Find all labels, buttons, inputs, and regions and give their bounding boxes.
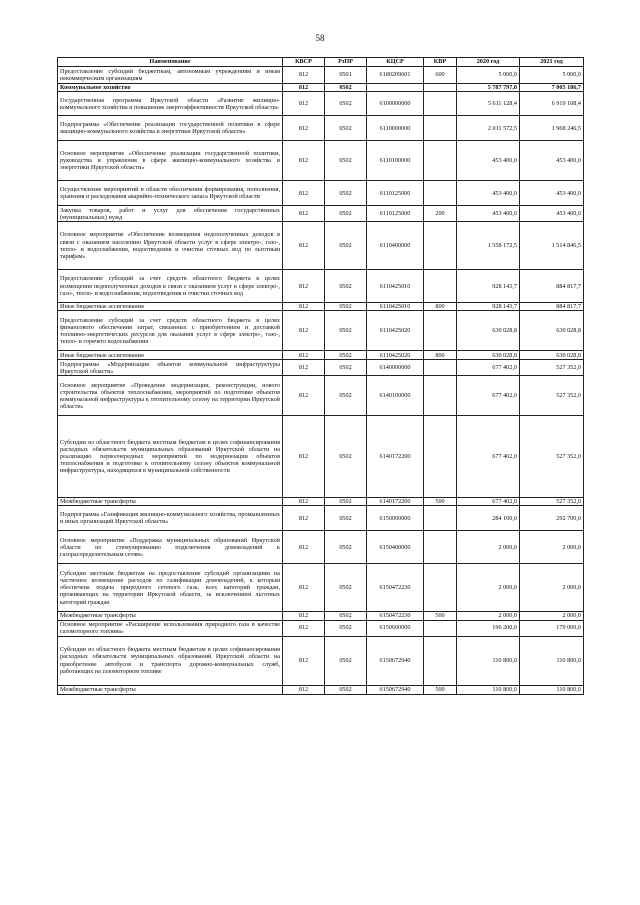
table-cell-rzpr: 0502 — [325, 620, 367, 636]
table-cell-kvsr: 812 — [283, 351, 325, 360]
table-cell-kcsr: 6150472230 — [367, 564, 424, 612]
table-cell-kcsr: 6110125000 — [367, 181, 424, 206]
table-cell-rzpr: 0502 — [325, 303, 367, 311]
table-cell-kvr — [424, 360, 457, 376]
table-row — [58, 416, 584, 498]
table-cell-2021: 453 400,0 — [520, 206, 584, 222]
table-cell-2021: 2 000,0 — [520, 612, 584, 620]
table-cell-kvr — [424, 116, 457, 141]
table-cell-rzpr: 0502 — [325, 270, 367, 303]
table-row — [58, 360, 584, 376]
table-cell-kvr: 800 — [424, 351, 457, 360]
table-cell-kvsr: 812 — [283, 116, 325, 141]
table-cell-2021: 527 352,0 — [520, 360, 584, 376]
table-cell-2020: 2 000,0 — [457, 564, 520, 612]
table-cell-rzpr: 0502 — [325, 498, 367, 506]
table-cell-2020: 928 143,7 — [457, 270, 520, 303]
table-cell-2020: 5 787 797,0 — [457, 84, 520, 92]
table-cell-2020: 5 611 128,4 — [457, 92, 520, 116]
table-cell-kvsr: 812 — [283, 506, 325, 531]
table-cell-name: Субсидии из областного бюджета местным бюджетам в целях софинансирования расходных обязательств муниципальных образований Иркутской области на приобретение автобусов и транспорта дорожно-коммунальных служб, работающих на газомоторном топливе — [58, 636, 283, 685]
table-cell-rzpr: 0502 — [325, 92, 367, 116]
table-cell-2021: 6 919 108,4 — [520, 92, 584, 116]
table-cell-2020: 677 402,0 — [457, 498, 520, 506]
table-cell-kcsr: 6150400000 — [367, 531, 424, 564]
table-cell-kvsr: 812 — [283, 376, 325, 416]
table-cell-kvsr: 812 — [283, 84, 325, 92]
table-cell-name: Осуществление мероприятий в области обеспечения формирования, пополнения, хранения и расходования аварийно-технического запаса Иркутской области — [58, 181, 283, 206]
table-cell-2021: 884 817,7 — [520, 270, 584, 303]
table-cell-2020: 1 558 172,5 — [457, 222, 520, 270]
table-cell-2020: 196 200,0 — [457, 620, 520, 636]
table-cell-2020: 284 100,0 — [457, 506, 520, 531]
table-cell-kvr: 500 — [424, 612, 457, 620]
table-cell-kcsr: 6110425020 — [367, 351, 424, 360]
table-row — [58, 564, 584, 612]
table-cell-name: Основное мероприятие «Проведение модернизации, реконструкции, нового строительства объектов теплоснабжения, мероприятий по подготовке объектов коммунальной инфраструктуры к отопительному сезону на территории Иркутской области» — [58, 376, 283, 416]
table-cell-name: Основное мероприятие «Поддержка муниципальных образований Иркутской области по стимулированию подключения домовладений к газораспределительным сетям» — [58, 531, 283, 564]
table-cell-kvsr: 812 — [283, 636, 325, 685]
table-cell-rzpr: 0502 — [325, 351, 367, 360]
table-cell-kvr: 200 — [424, 206, 457, 222]
table-cell-kvsr: 812 — [283, 685, 325, 694]
table-cell-2020: 630 028,8 — [457, 351, 520, 360]
table-cell-name: Межбюджетные трансферты — [58, 685, 283, 694]
table-cell-kvsr: 812 — [283, 531, 325, 564]
table-cell-2021: 630 028,8 — [520, 351, 584, 360]
table-cell-kvsr: 812 — [283, 564, 325, 612]
table-cell-2021: 884 817,7 — [520, 303, 584, 311]
table-cell-kcsr: 6110400000 — [367, 222, 424, 270]
table-cell-kvsr: 812 — [283, 206, 325, 222]
table-cell-2020: 677 402,0 — [457, 416, 520, 498]
table-row — [58, 636, 584, 685]
table-cell-name: Государственная программа Иркутской области «Развитие жилищно-коммунального хозяйства и повышение энергоэффективности Иркутской области» — [58, 92, 283, 116]
table-header-row — [58, 58, 584, 67]
header-name: Наименование — [58, 58, 283, 67]
table-cell-kvr — [424, 416, 457, 498]
table-cell-kvr: 800 — [424, 303, 457, 311]
table-cell-name: Иные бюджетные ассигнования — [58, 351, 283, 360]
table-cell-name: Подпрограмма «Обеспечение реализации государственной политики в сфере жилищно-коммунального хозяйства и энергетики Иркутской области» — [58, 116, 283, 141]
table-cell-name: Предоставление субсидий бюджетным, автономным учреждениям и иным некоммерческим организациям — [58, 67, 283, 84]
table-cell-kcsr: 6150600000 — [367, 620, 424, 636]
table-row — [58, 116, 584, 141]
table-cell-kvsr: 812 — [283, 222, 325, 270]
table-cell-kvr — [424, 311, 457, 351]
table-cell-name: Основное мероприятие «Расширение использования природного газа в качестве газомоторного топлива» — [58, 620, 283, 636]
budget-table — [57, 57, 584, 695]
table-cell-kcsr: 6140172200 — [367, 416, 424, 498]
table-cell-2020: 2 011 572,5 — [457, 116, 520, 141]
table-cell-kcsr: 6150472230 — [367, 612, 424, 620]
table-cell-2020: 630 028,8 — [457, 311, 520, 351]
table-cell-kvsr: 812 — [283, 498, 325, 506]
table-cell-kcsr: 6110100000 — [367, 141, 424, 181]
table-cell-2021: 2 000,0 — [520, 564, 584, 612]
header-kvr: КВР — [424, 58, 457, 67]
table-cell-rzpr: 0502 — [325, 84, 367, 92]
table-cell-kvr — [424, 141, 457, 181]
table-cell-kcsr: 6110425010 — [367, 303, 424, 311]
table-cell-kvsr: 812 — [283, 181, 325, 206]
table-row — [58, 67, 584, 84]
table-row — [58, 206, 584, 222]
header-kvsr: КВСР — [283, 58, 325, 67]
table-cell-2021: 2 000,0 — [520, 531, 584, 564]
table-cell-name: Основное мероприятие «Обеспечение возмещения недополученных доходов в связи с оказанием населению Иркутской области услуг в сфере электро-, газо-, тепло- и водоснабжения, водоотведения и очистки сточных вод по льготным тарифам» — [58, 222, 283, 270]
table-cell-2020: 453 400,0 — [457, 206, 520, 222]
table-cell-kvr — [424, 84, 457, 92]
header-kcsr: КЦСР — [367, 58, 424, 67]
table-cell-rzpr: 0502 — [325, 360, 367, 376]
table-cell-kvsr: 812 — [283, 620, 325, 636]
table-cell-rzpr: 0502 — [325, 181, 367, 206]
table-cell-kcsr: 6140000000 — [367, 360, 424, 376]
table-cell-kvsr: 812 — [283, 360, 325, 376]
table-cell-kvsr: 812 — [283, 270, 325, 303]
table-cell-2020: 2 000,0 — [457, 612, 520, 620]
table-cell-kvr — [424, 636, 457, 685]
table-cell-kvsr: 812 — [283, 67, 325, 84]
table-cell-rzpr: 0502 — [325, 564, 367, 612]
table-cell-kvr — [424, 564, 457, 612]
table-cell-2021: 527 352,0 — [520, 416, 584, 498]
table-cell-kvr: 600 — [424, 67, 457, 84]
table-cell-kvr — [424, 181, 457, 206]
table-cell-kcsr: 6110425010 — [367, 270, 424, 303]
table-cell-kcsr: 6110425020 — [367, 311, 424, 351]
table-cell-kcsr: 6100000000 — [367, 92, 424, 116]
table-row — [58, 498, 584, 506]
table-cell-rzpr: 0501 — [325, 67, 367, 84]
table-cell-2021: 179 000,0 — [520, 620, 584, 636]
table-cell-kvsr: 812 — [283, 141, 325, 181]
table-cell-rzpr: 0502 — [325, 506, 367, 531]
table-cell-kvsr: 812 — [283, 612, 325, 620]
table-cell-kvr — [424, 376, 457, 416]
table-row — [58, 685, 584, 694]
table-cell-2020: 453 400,0 — [457, 181, 520, 206]
table-cell-rzpr: 0502 — [325, 531, 367, 564]
table-cell-2021: 110 800,0 — [520, 685, 584, 694]
table-row — [58, 311, 584, 351]
table-cell-2020: 677 402,0 — [457, 376, 520, 416]
table-cell-kvr: 500 — [424, 498, 457, 506]
table-row — [58, 84, 584, 92]
table-cell-kvr — [424, 531, 457, 564]
table-cell-2020: 5 000,0 — [457, 67, 520, 84]
table-cell-kvr — [424, 270, 457, 303]
table-cell-rzpr: 0502 — [325, 416, 367, 498]
table-cell-2021: 1 514 846,5 — [520, 222, 584, 270]
table-cell-name: Межбюджетные трансферты — [58, 498, 283, 506]
table-cell-name: Подпрограмма «Газификация жилищно-коммунального хозяйства, промышленных и иных организаций Иркутской области» — [58, 506, 283, 531]
table-row — [58, 270, 584, 303]
table-cell-kcsr: 6150672940 — [367, 685, 424, 694]
table-cell-kvr — [424, 506, 457, 531]
page-number: 58 — [315, 33, 325, 43]
table-cell-2020: 453 400,0 — [457, 141, 520, 181]
table-cell-2021: 453 400,0 — [520, 181, 584, 206]
table-cell-2021: 110 800,0 — [520, 636, 584, 685]
table-cell-2020: 2 000,0 — [457, 531, 520, 564]
table-cell-name: Предоставление субсидий за счет средств областного бюджета в целях возмещения недополученных доходов в связи с оказанием услуг в сфере электро-, газо-, тепло- и водоснабжения, водоотведения и очистки сточных вод — [58, 270, 283, 303]
table-cell-2021: 5 000,0 — [520, 67, 584, 84]
table-cell-2020: 677 402,0 — [457, 360, 520, 376]
table-cell-rzpr: 0502 — [325, 685, 367, 694]
table-cell-rzpr: 0502 — [325, 311, 367, 351]
table-cell-name: Предоставление субсидий за счет средств областного бюджета в целях финансового обеспечения затрат, связанных с приобретением и доставкой топливно-энергетических ресурсов для оказания услуг в сфере электро-, газо-, тепло- и горячего водоснабжения — [58, 311, 283, 351]
table-cell-rzpr: 0502 — [325, 376, 367, 416]
table-cell-rzpr: 0502 — [325, 612, 367, 620]
table-cell-name: Субсидии из областного бюджета местным бюджетам в целях софинансирования расходных обязательств муниципальных образований Иркутской области на реализацию первоочередных мероприятий по модернизации объектов теплоснабжения и подготовке к отопительному сезону объектов коммунальной инфраструктуры, находящихся в муниципальной собственности — [58, 416, 283, 498]
table-cell-2021: 630 028,8 — [520, 311, 584, 351]
table-cell-rzpr: 0502 — [325, 141, 367, 181]
table-cell-2021: 527 352,0 — [520, 498, 584, 506]
table-cell-kcsr: 6140100000 — [367, 376, 424, 416]
table-cell-rzpr: 0502 — [325, 206, 367, 222]
table-cell-name: Иные бюджетные ассигнования — [58, 303, 283, 311]
table-cell-kcsr: 6110000000 — [367, 116, 424, 141]
table-cell-kcsr: 6150000000 — [367, 506, 424, 531]
table-cell-kcsr: 6150672940 — [367, 636, 424, 685]
table-cell-name: Основное мероприятие «Обеспечение реализации государственной политики, руководства и управления в сфере жилищно-коммунального хозяйства и энергетики Иркутской области» — [58, 141, 283, 181]
table-cell-kvsr: 812 — [283, 303, 325, 311]
table-cell-kvr: 500 — [424, 685, 457, 694]
header-2021: 2021 год — [520, 58, 584, 67]
table-cell-rzpr: 0502 — [325, 636, 367, 685]
table-cell-kvsr: 812 — [283, 92, 325, 116]
table-row — [58, 351, 584, 360]
header-2020: 2020 год — [457, 58, 520, 67]
table-cell-name: Межбюджетные трансферты — [58, 612, 283, 620]
table-cell-kvr — [424, 620, 457, 636]
table-row — [58, 612, 584, 620]
table-row — [58, 92, 584, 116]
table-cell-name: Коммунальное хозяйство — [58, 84, 283, 92]
header-rzpr: РзПР — [325, 58, 367, 67]
table-cell-kcsr: 6110125000 — [367, 206, 424, 222]
table-cell-kcsr: 6140172200 — [367, 498, 424, 506]
table-row — [58, 303, 584, 311]
table-cell-2020: 110 800,0 — [457, 685, 520, 694]
table-cell-rzpr: 0502 — [325, 222, 367, 270]
table-cell-2021: 292 700,0 — [520, 506, 584, 531]
table-row — [58, 222, 584, 270]
table-row — [58, 506, 584, 531]
table-row — [58, 531, 584, 564]
table-cell-kvr — [424, 92, 457, 116]
table-cell-2021: 453 400,0 — [520, 141, 584, 181]
table-cell-kvsr: 812 — [283, 416, 325, 498]
table-cell-name: Закупка товаров, работ и услуг для обеспечения государственных (муниципальных) нужд — [58, 206, 283, 222]
table-cell-2021: 7 005 186,7 — [520, 84, 584, 92]
table-cell-kcsr: 6180209601 — [367, 67, 424, 84]
table-cell-name: Субсидии местным бюджетам на предоставление субсидий организациям на частичное возмещение расходов по газификации домовладений, к которым обеспечена подача природного сетевого газа, всех категорий граждан, проживающих на территории Иркутской области, за исключением льготных категорий граждан — [58, 564, 283, 612]
table-cell-name: Подпрограмма «Модернизация объектов коммунальной инфраструктуры Иркутской области» — [58, 360, 283, 376]
table-cell-2021: 1 968 246,5 — [520, 116, 584, 141]
table-cell-kvsr: 812 — [283, 311, 325, 351]
table-row — [58, 376, 584, 416]
table-cell-kvr — [424, 222, 457, 270]
table-cell-rzpr: 0502 — [325, 116, 367, 141]
table-cell-2020: 110 800,0 — [457, 636, 520, 685]
table-row — [58, 181, 584, 206]
table-cell-2020: 928 143,7 — [457, 303, 520, 311]
table-row — [58, 141, 584, 181]
table-cell-2021: 527 352,0 — [520, 376, 584, 416]
table-cell-kcsr — [367, 84, 424, 92]
table-row — [58, 620, 584, 636]
